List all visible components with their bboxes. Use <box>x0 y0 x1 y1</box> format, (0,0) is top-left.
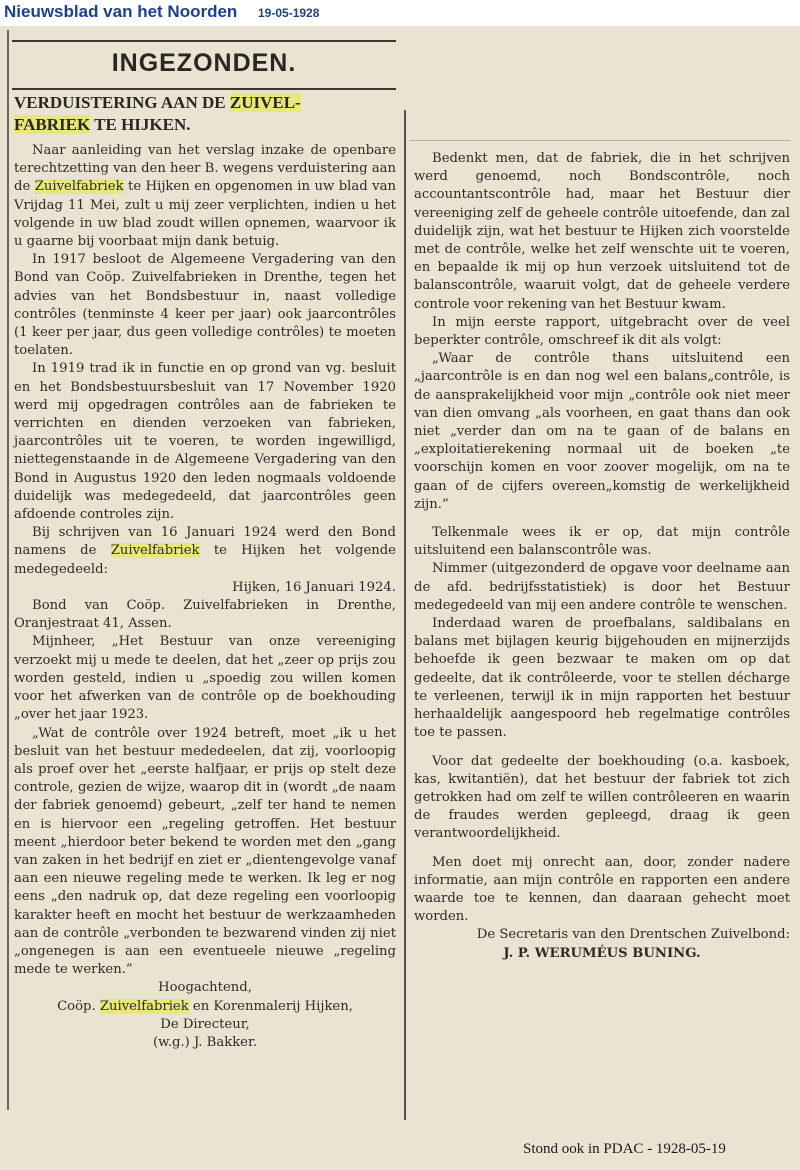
section-header <box>12 40 396 90</box>
address: Bond van Coöp. Zuivelfabrieken in Drenthe, Oranjestraat 41, Assen. <box>14 598 396 632</box>
highlight: Zuivelfabriek <box>34 179 124 195</box>
paragraph: Voor dat gedeelte der boekhouding (o.a. kasboek, kas, kwitantiën), dat het bestuur der fabriek tot zich getrokken had om zelf te willen contrôleeren en waarin de fraudes werden gepleegd, draag ik geen verantwoordelijkheid. <box>414 753 790 842</box>
headline-text: TE HIJKEN. <box>90 115 191 134</box>
source-note: Stond ook in PDAC - 1928-05-19 <box>523 1141 726 1157</box>
quote: „Waar de contrôle thans uitsluitend een „jaarcontrôle is en dan nog wel een balans„contrôle, is de aansprakelijkheid voor mijn „contrôle ook niet meer van dien omvang „als voorheen, en gaat thans dan ook niet „verder dan om na te gaan of de balans en „exploitatierekening normaal uit de boeken „te voorschijn komen en voor zoover mogelijk, om na te gaan of de cijfers overeen„komstig de werkelijkheid zijn.” <box>414 351 790 512</box>
divider <box>410 140 790 141</box>
paragraph: In mijn eerste rapport, uitgebracht over de veel beperkter contrôle, omschreef ik dit als volgt: <box>414 314 790 349</box>
paragraph: Men doet mij onrecht aan, door, zonder nadere informatie, aan mijn contrôle en rapporten een andere waarde toe te kennen, dan daaraan gehecht moet worden. <box>414 854 790 925</box>
left-column <box>14 142 396 1052</box>
signature-name: (w.g.) J. Bakker. <box>152 1034 258 1050</box>
publication-name: Nieuwsblad van het Noorden <box>4 2 238 21</box>
highlight: Zuivelfabriek <box>99 998 189 1014</box>
paragraph: Bij schrijven van 16 Januari 1924 werd den Bond namens de Zuivelfabriek te Hijken het volgende medegedeeld: <box>14 525 396 577</box>
headline-text: VERDUISTERING AAN DE <box>14 93 230 112</box>
column-rule <box>404 110 406 1120</box>
highlight: Zuivelfabriek <box>110 543 200 559</box>
paragraph: In 1919 trad ik in functie en op grond van vg. besluit en het Bondsbestuursbesluit van 17 November 1920 werd mij opgedragen contrôles aan de fabrieken te verrichten en dienden verzoeken van fabrieken, jaarcontrôles uit te voeren, te worden ingewilligd, niettegenstaande in de Algemeene Vergadering van den Bond in Augustus 1920 den leden nogmaals voldoende duidelijk was medegedeeld, dat jaarcontrôles geen afdoende controles zijn. <box>14 361 396 523</box>
headline-highlight: ZUIVEL- <box>229 93 301 112</box>
signature-title: De Secretaris van den Drentschen Zuivelbond: <box>476 927 790 943</box>
paragraph: Naar aanleiding van het verslag inzake de openbare terechtzetting van den heer B. wegens verduistering aan de Zuivelfabriek te Hijken en opgenomen in uw blad van Vrijdag 11 Mei, zult u mij zeer verplichten, indien u het volgende in uw blad zoudt willen opnemen, waarvoor ik u gaarne bij voorbaat mijn dank betuig. <box>14 143 396 250</box>
paragraph: Nimmer (uitgezonderd de opgave voor deelname aan de afd. bedrijfsstatistiek) is door het Bestuur medegedeeld van mij een andere contrôle te wenschen. <box>414 561 790 613</box>
paragraph: „Wat de contrôle over 1924 betreft, moet „ik u het besluit van het bestuur mededeelen, dat zij, voorloopig als proef over het „eerste halfjaar, er prijs op stelt deze controle, gezien de wijze, waarop dit in (wordt „de naam der fabriek genoemd) gebeurt, „zelf ter hand te nemen en is hiervoor een „regeling getroffen. Het bestuur meent „hierdoor beter bekend te worden met den „gang van zaken in het bedrijf en ziet er „dientengevolge vanaf aan een nieuwe regeling mede te werken. Ik leg er nog eens „den nadruk op, dat deze regeling een voorloopig karakter heeft en mocht het bestuur de werkzaamheden aan de contrôle „verbonden te bezwarend vinden zij niet „ongenegen is aan een eventueele nieuwe „regeling mede te werken.” <box>14 725 396 978</box>
headline-highlight: FABRIEK <box>14 115 91 134</box>
column-edge <box>7 30 9 1110</box>
paragraph: Inderdaad waren de proefbalans, saldibalans en balans met bijlagen keurig bijgehouden en mijnerzijds behoefde ik geen bezwaar te maken om op dat gedeelte, dat ik contrôleerde, voor te stellen décharge te verleenen, terwijl ik in mijn rapporten het bestuur herhaaldelijk aangespoord heb regelmatige contrôles toe te passen. <box>414 616 790 741</box>
title-bar <box>0 0 800 26</box>
signature-org: Coöp. Zuivelfabriek en Korenmalerij Hijken, <box>57 998 353 1014</box>
publication-date: 19-05-1928 <box>258 6 320 20</box>
article-headline <box>14 92 398 136</box>
signature-title: De Directeur, <box>160 1016 250 1032</box>
right-column <box>414 150 790 963</box>
paragraph: Mijnheer, „Het Bestuur van onze vereeniging verzoekt mij u mede te deelen, dat het „zeer op prijs zou worden gesteld, indien u „spoedig zou willen komen voor het afwerken van de contrôle op de boekhouding „over het jaar 1923. <box>14 634 396 723</box>
dateline: Hijken, 16 Januari 1924. <box>232 579 396 595</box>
paragraph: In 1917 besloot de Algemeene Vergadering van den Bond van Coöp. Zuivelfabrieken in Drenthe, tegen het advies van het Bondsbestuur in, naast volledige contrôles (tenminste 4 keer per jaar) ook jaarcontrôles (1 keer per jaar, dus geen volledige contrôles) te moeten toelaten. <box>14 252 396 359</box>
paragraph: Telkenmale wees ik er op, dat mijn contrôle uitsluitend een balanscontrôle was. <box>414 525 790 559</box>
closing: Hoogachtend, <box>158 980 252 996</box>
paragraph: Bedenkt men, dat de fabriek, die in het schrijven werd genoemd, noch Bondscontrôle, noch accountantscontrôle had, maar het Bestuur dier vereeniging zelf de geheele contrôle uitoefende, dan zal duidelijk zijn, wat het bestuur te Hijken zich voorstelde met de contrôle, welke het zelf wenschte uit te voeren, en bepaalde ik mij op hun verzoek uitsluitend tot de balanscontrôle, waaruit volgt, dat de geheele verdere controle voor rekening van het Bestuur kwam. <box>414 151 790 312</box>
signature-name: J. P. WERUMÉUS BUNING. <box>503 945 701 961</box>
section-title: INGEZONDEN. <box>111 49 297 77</box>
